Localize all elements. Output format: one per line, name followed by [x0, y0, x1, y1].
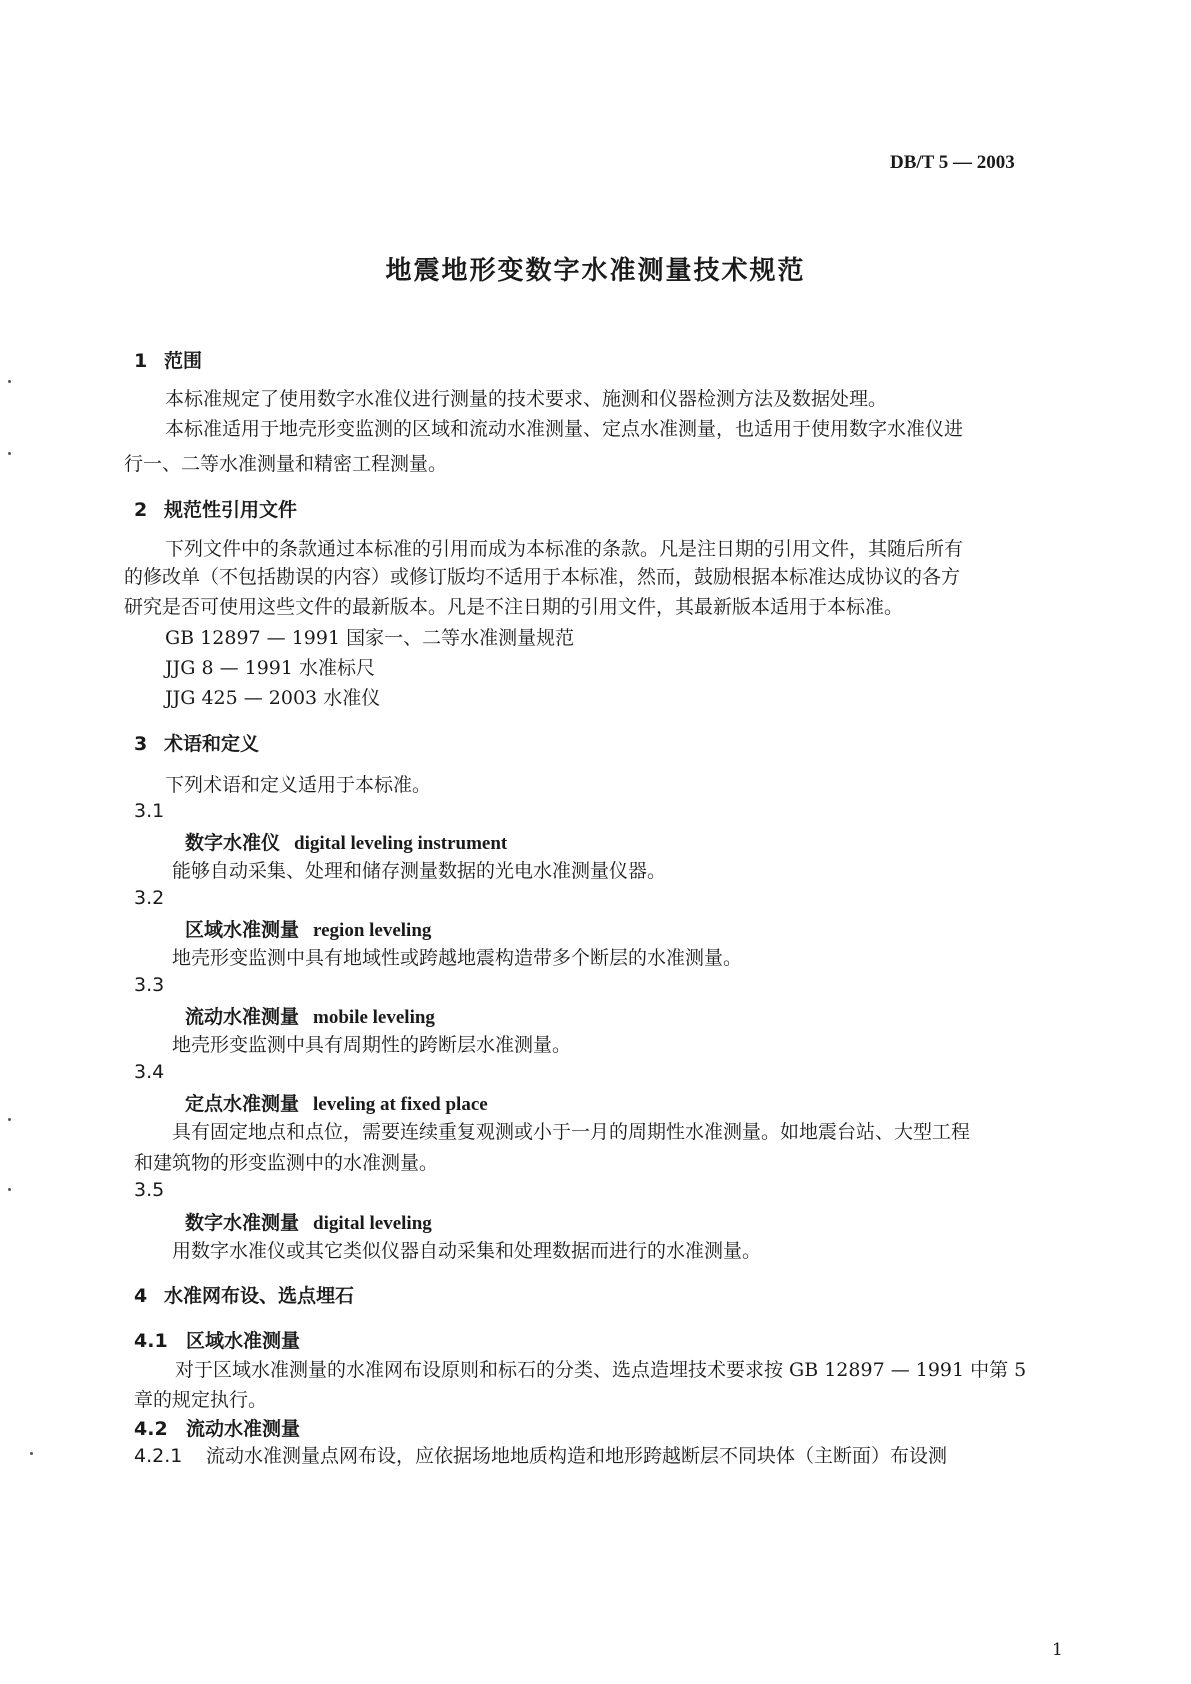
reference-item: GB 12897 — 1991 国家一、二等水准测量规范 — [165, 627, 575, 649]
term-zh: 数字水准仪 — [185, 832, 281, 854]
term-zh: 流动水准测量 — [185, 1006, 300, 1028]
standard-code: DB/T 5 — 2003 — [890, 152, 1015, 173]
section-3-heading — [134, 729, 259, 756]
clause-text: 流动水准测量点网布设，应依据场地地质构造和地形跨越断层不同块体（主断面）布设测 — [206, 1445, 948, 1467]
paragraph: 本标准适用于地壳形变监测的区域和流动水准测量、定点水准测量，也适用于使用数字水准仪进 — [165, 418, 964, 440]
reference-item: JJG 8 — 1991 水准标尺 — [165, 657, 376, 679]
section-number: 1 — [134, 350, 148, 372]
clause-number: 4.2.1 — [134, 1445, 183, 1467]
term-en: mobile leveling — [313, 1007, 435, 1028]
subsection-4-1-heading — [134, 1326, 300, 1353]
scan-speck — [30, 1452, 33, 1455]
term-zh: 数字水准测量 — [185, 1212, 300, 1234]
term-definition: 地壳形变监测中具有周期性的跨断层水准测量。 — [172, 1034, 572, 1056]
scan-speck — [8, 1188, 11, 1191]
page-number: 1 — [1052, 1640, 1063, 1660]
term-definition: 地壳形变监测中具有地域性或跨越地震构造带多个断层的水准测量。 — [172, 947, 743, 969]
subsection-4-2-heading — [134, 1414, 300, 1441]
paragraph: 本标准规定了使用数字水准仪进行测量的技术要求、施测和仪器检测方法及数据处理。 — [165, 388, 888, 410]
clause-4-2-1 — [134, 1441, 947, 1468]
term-title — [185, 1208, 432, 1235]
term-en: region leveling — [313, 920, 432, 941]
section-title: 水准网布设、选点埋石 — [164, 1285, 355, 1307]
term-definition: 用数字水准仪或其它类似仪器自动采集和处理数据而进行的水准测量。 — [172, 1240, 762, 1262]
term-number: 3.2 — [134, 887, 165, 909]
section-2-heading — [134, 495, 297, 522]
section-title: 范围 — [164, 350, 203, 372]
section-title: 术语和定义 — [164, 733, 260, 755]
term-number: 3.1 — [134, 800, 165, 822]
section-title: 流动水准测量 — [186, 1418, 301, 1440]
scan-speck — [8, 452, 11, 455]
paragraph-continuation: 的修改单（不包括勘误的内容）或修订版均不适用于本标准，然而，鼓励根据本标准达成协议的各方 — [124, 566, 961, 588]
term-definition: 具有固定地点和点位，需要连续重复观测或小于一月的周期性水准测量。如地震台站、大型工程 — [172, 1121, 971, 1143]
scan-speck — [8, 1118, 11, 1121]
section-title: 区域水准测量 — [186, 1330, 301, 1352]
term-title — [185, 828, 507, 855]
paragraph: 下列文件中的条款通过本标准的引用而成为本标准的条款。凡是注日期的引用文件，其随后所有 — [165, 538, 964, 560]
term-zh: 区域水准测量 — [185, 919, 300, 941]
paragraph-continuation: 章的规定执行。 — [134, 1389, 268, 1411]
section-number: 4.2 — [134, 1418, 168, 1440]
term-number: 3.5 — [134, 1179, 165, 1201]
term-zh: 定点水准测量 — [185, 1093, 300, 1115]
section-title: 规范性引用文件 — [164, 499, 298, 521]
scan-speck — [8, 380, 11, 383]
section-1-heading — [134, 346, 202, 373]
paragraph: 对于区域水准测量的水准网布设原则和标石的分类、选点造埋技术要求按 GB 12897 — 1991 中第 5 — [175, 1359, 1027, 1381]
paragraph-continuation: 研究是否可使用这些文件的最新版本。凡是不注日期的引用文件，其最新版本适用于本标准。 — [124, 596, 904, 618]
paragraph: 下列术语和定义适用于本标准。 — [165, 774, 432, 796]
document-title: 地震地形变数字水准测量技术规范 — [385, 256, 806, 286]
term-title — [185, 1089, 488, 1116]
reference-item: JJG 425 — 2003 水准仪 — [165, 687, 381, 709]
term-number: 3.4 — [134, 1061, 165, 1083]
section-4-heading — [134, 1281, 354, 1308]
term-title — [185, 915, 431, 942]
term-definition: 能够自动采集、处理和储存测量数据的光电水准测量仪器。 — [172, 860, 667, 882]
term-en: digital leveling — [313, 1213, 432, 1234]
paragraph-continuation: 行一、二等水准测量和精密工程测量。 — [124, 453, 448, 475]
section-number: 3 — [134, 733, 148, 755]
section-number: 2 — [134, 499, 148, 521]
term-number: 3.3 — [134, 974, 165, 996]
term-definition-continuation: 和建筑物的形变监测中的水准测量。 — [134, 1152, 439, 1174]
term-en: digital leveling instrument — [294, 833, 508, 854]
section-number: 4.1 — [134, 1330, 168, 1352]
term-title — [185, 1002, 435, 1029]
term-en: leveling at fixed place — [313, 1094, 488, 1115]
section-number: 4 — [134, 1285, 148, 1307]
